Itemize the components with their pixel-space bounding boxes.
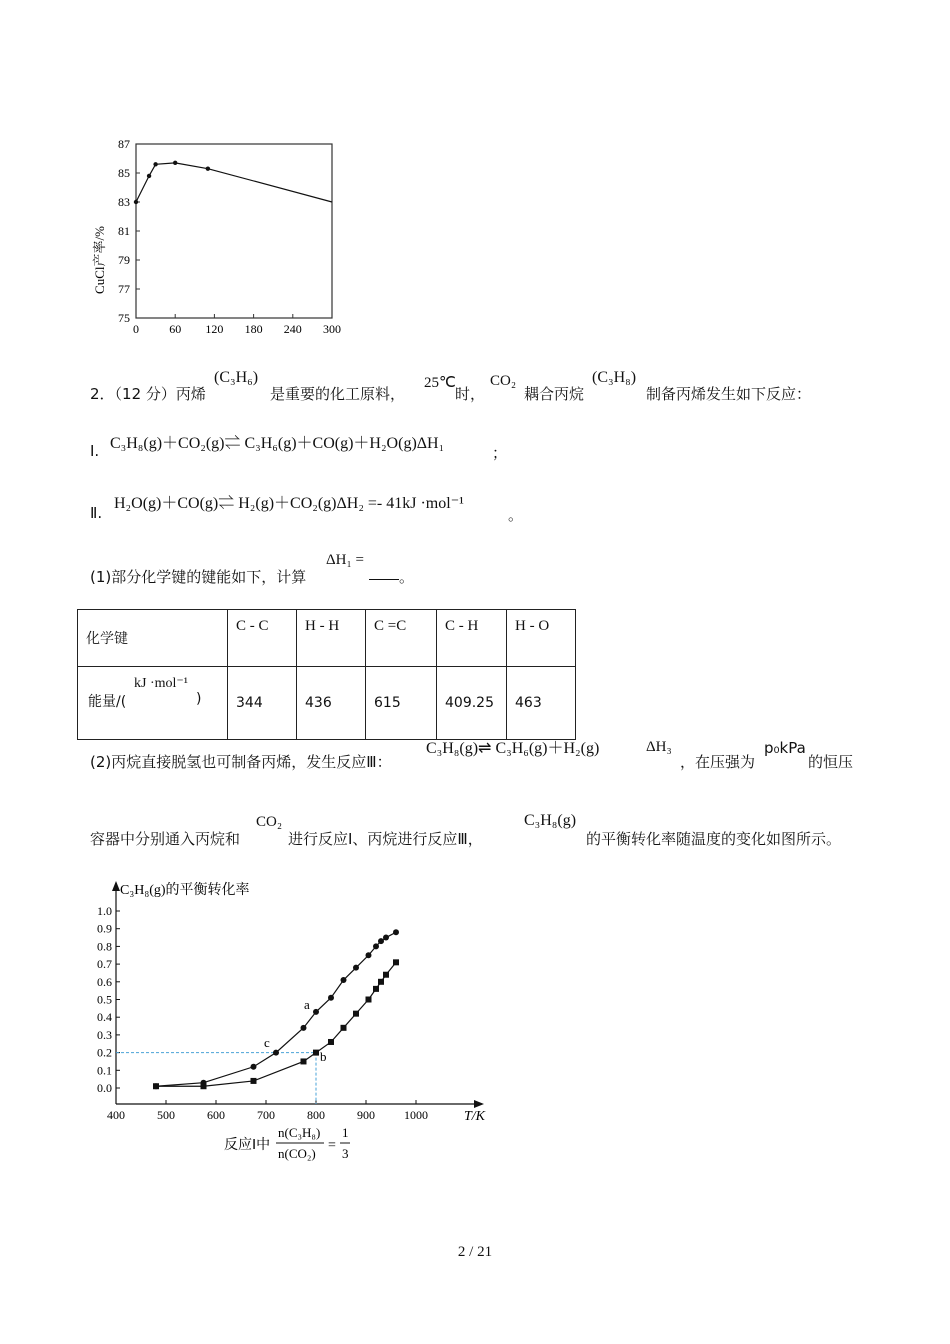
x-axis-arrow xyxy=(474,1100,484,1108)
x-tick-label: 600 xyxy=(207,1108,225,1122)
y-tick-label: 0.7 xyxy=(97,957,112,972)
circle-point xyxy=(251,1064,257,1070)
square-point xyxy=(328,1039,334,1045)
y-tick-label: 75 xyxy=(118,311,130,325)
note-frac-num: 1 xyxy=(342,1125,349,1140)
reaction-1-label: Ⅰ. xyxy=(90,442,100,460)
circle-point xyxy=(383,935,389,941)
table-header-cell: C - H xyxy=(437,610,507,667)
y-tick-label: 85 xyxy=(118,166,130,180)
y-tick-label: 0.8 xyxy=(97,939,112,954)
circle-point xyxy=(313,1009,319,1015)
part2-text-e: 进行反应Ⅰ、丙烷进行反应Ⅲ， xyxy=(288,830,483,848)
question-text-4: 制备丙烯发生如下反应： xyxy=(646,385,812,403)
data-point xyxy=(134,200,138,204)
y-tick-label: 81 xyxy=(118,224,130,238)
y-tick-label: 0.0 xyxy=(97,1081,112,1095)
circle-point xyxy=(341,977,347,983)
question-number: 2．（12 分）丙烯 xyxy=(90,385,206,403)
table-cell: 463 xyxy=(507,667,576,740)
y-tick-label: 83 xyxy=(118,195,130,209)
square-point xyxy=(373,986,379,992)
page-number: 2 / 21 xyxy=(457,1244,493,1260)
data-point xyxy=(147,174,151,178)
x-tick-label: 180 xyxy=(244,322,263,336)
x-tick-label: 120 xyxy=(205,322,224,336)
y-tick-label: 0.6 xyxy=(97,974,112,989)
energy-label-close: ) xyxy=(196,691,202,707)
square-point xyxy=(341,1025,347,1031)
y-tick-label: 79 xyxy=(118,253,130,267)
table-cell: 344 xyxy=(228,667,297,740)
conversion-chart xyxy=(80,875,500,1175)
formula-propene: (C₃H₆) xyxy=(214,369,259,386)
square-point xyxy=(383,972,389,978)
question-text-3: 耦合丙烷 xyxy=(524,385,585,403)
reaction-1-end: ； xyxy=(492,444,508,462)
table-header-cell: C =C xyxy=(366,610,437,667)
square-point xyxy=(251,1078,257,1084)
circle-point xyxy=(366,952,372,958)
reaction-2-end: 。 xyxy=(508,506,524,524)
table-cell: 436 xyxy=(297,667,366,740)
table-header-cell: H - O xyxy=(507,610,576,667)
square-point xyxy=(353,1011,359,1017)
x-tick-label: 700 xyxy=(257,1108,275,1122)
chart-frame xyxy=(136,144,332,318)
y-tick-label: 0.9 xyxy=(97,921,112,936)
circle-point xyxy=(378,938,384,944)
table-header-cell: H - H xyxy=(297,610,366,667)
x-tick-label: 240 xyxy=(283,322,302,336)
y-tick-label: 0.5 xyxy=(97,992,112,1007)
answer-blank[interactable] xyxy=(369,565,399,580)
circle-point xyxy=(353,965,359,971)
y-tick-label: 0.2 xyxy=(97,1045,112,1060)
y-tick-label: 0.3 xyxy=(97,1027,112,1042)
chart-title: C₃H₈(g)的平衡转化率 xyxy=(120,883,250,898)
bond-energy-table xyxy=(77,609,576,740)
table-header-row xyxy=(78,610,576,667)
energy-unit: kJ ·mol⁻¹ xyxy=(134,676,188,691)
reaction-1-equation: C₃H₈(g)＋CO₂(g)⇌ C₃H₆(g)＋CO(g)＋H₂O(g)ΔH₁ xyxy=(110,435,445,452)
note-equals: = xyxy=(328,1138,336,1153)
note-numerator: n(C₃H₈) xyxy=(278,1125,321,1140)
y-axis-arrow xyxy=(112,881,120,891)
y-tick-label: 0.4 xyxy=(97,1010,112,1025)
x-axis-label: T/K xyxy=(464,1109,486,1124)
table-cell: 615 xyxy=(366,667,437,740)
table-row xyxy=(78,667,576,740)
data-point xyxy=(206,166,210,170)
part2-text-c: 的恒压 xyxy=(808,753,854,771)
yield-line xyxy=(136,163,332,202)
co2-formula-2: CO₂ xyxy=(256,814,283,830)
y-tick-label: 1.0 xyxy=(97,904,112,918)
circle-point xyxy=(393,929,399,935)
x-tick-label: 900 xyxy=(357,1108,375,1122)
x-tick-label: 0 xyxy=(133,322,139,336)
reaction-2-label: Ⅱ. xyxy=(90,504,103,522)
reaction-2-equation: H₂O(g)＋CO(g)⇌ H₂(g)＋CO₂(g)ΔH₂ =- 41kJ ·mol⁻¹ xyxy=(114,495,464,512)
note-prefix: 反应Ⅰ中 xyxy=(224,1138,271,1153)
point-label-c: c xyxy=(264,1035,270,1050)
propane-gas: C₃H₈(g) xyxy=(524,812,577,829)
series-squares-line xyxy=(156,962,396,1086)
point-label-b: b xyxy=(320,1049,327,1064)
y-tick-label: 87 xyxy=(118,137,130,151)
cucl-yield-chart xyxy=(80,130,360,345)
square-point xyxy=(153,1083,159,1089)
x-tick-label: 500 xyxy=(157,1108,175,1122)
x-tick-label: 1000 xyxy=(404,1108,428,1122)
x-tick-label: 60 xyxy=(169,322,182,336)
energy-label: 能量/( xyxy=(88,694,127,710)
table-header-cell: 化学键 xyxy=(78,610,228,667)
reaction-3-equation: C₃H₈(g)⇌ C₃H₆(g)＋H₂(g) xyxy=(426,740,600,757)
y-tick-label: 0.1 xyxy=(97,1063,112,1078)
square-point xyxy=(201,1083,207,1089)
y-tick-label: 77 xyxy=(118,282,130,296)
note-denominator: n(CO₂) xyxy=(278,1146,316,1161)
x-tick-label: 400 xyxy=(107,1108,125,1122)
square-point xyxy=(301,1058,307,1064)
circle-point xyxy=(301,1025,307,1031)
part1-end: 。 xyxy=(399,568,415,586)
x-tick-label: 300 xyxy=(323,322,341,336)
formula-propane: (C₃H₈) xyxy=(592,369,637,386)
square-point xyxy=(313,1050,319,1056)
part1-text: (1)部分化学键的键能如下，计算 xyxy=(90,568,307,586)
x-tick-label: 800 xyxy=(307,1108,325,1122)
energy-label-cell xyxy=(78,667,228,740)
table-cell: 409.25 xyxy=(437,667,507,740)
circle-point xyxy=(328,995,334,1001)
data-point xyxy=(173,161,177,165)
square-point xyxy=(366,997,372,1003)
question-text-2: 时， xyxy=(455,385,486,403)
y-axis-label: CuCl产率/% xyxy=(92,226,107,294)
data-point xyxy=(153,162,157,166)
reaction-3-dh: ΔH₃ xyxy=(646,739,672,755)
co2-formula: CO₂ xyxy=(490,373,517,389)
part2-text-d: 容器中分别通入丙烷和 xyxy=(90,830,241,848)
circle-point xyxy=(373,943,379,949)
part2-text-f: 的平衡转化率随温度的变化如图所示。 xyxy=(586,830,842,848)
square-point xyxy=(393,959,399,965)
part1-dh: ΔH₁ = xyxy=(326,552,364,568)
part2-text-a: (2)丙烷直接脱氢也可制备丙烯，发生反应Ⅲ： xyxy=(90,753,392,771)
point-label-a: a xyxy=(304,997,310,1012)
part2-text-b: ，在压强为 xyxy=(680,753,756,771)
pressure: p₀kPa xyxy=(764,739,806,757)
temperature: 25℃ xyxy=(424,375,456,391)
note-frac-den: 3 xyxy=(342,1146,349,1161)
circle-point xyxy=(273,1050,279,1056)
square-point xyxy=(378,979,384,985)
table-header-cell: C - C xyxy=(228,610,297,667)
question-text-1: 是重要的化工原料， xyxy=(270,385,406,403)
